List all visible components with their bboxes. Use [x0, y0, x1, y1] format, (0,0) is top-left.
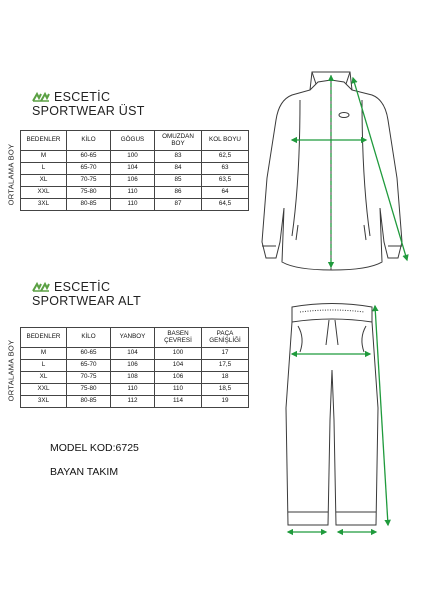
bottom-side-label: ORTALAMA BOY — [6, 339, 16, 402]
value-cell: 85 — [155, 175, 202, 187]
weight-cell: 65-70 — [67, 163, 111, 175]
column-header: KİLO — [67, 131, 111, 151]
size-cell: L — [21, 360, 67, 372]
value-cell: 104 — [155, 360, 202, 372]
size-cell: XXL — [21, 384, 67, 396]
value-cell: 114 — [155, 396, 202, 408]
value-cell: 18 — [202, 372, 249, 384]
top-side-label: ORTALAMA BOY — [6, 143, 16, 206]
column-header: OMUZDAN BOY — [155, 131, 202, 151]
column-header: YANBOY — [111, 328, 155, 348]
value-cell: 104 — [111, 348, 155, 360]
value-cell: 100 — [155, 348, 202, 360]
value-cell: 110 — [111, 199, 155, 211]
weight-cell: 75-80 — [67, 384, 111, 396]
value-cell: 18,5 — [202, 384, 249, 396]
weight-cell: 60-65 — [67, 348, 111, 360]
product-name: BAYAN TAKIM — [50, 466, 119, 478]
size-cell: M — [21, 151, 67, 163]
weight-cell: 70-75 — [67, 175, 111, 187]
value-cell: 64,5 — [202, 199, 249, 211]
value-cell: 106 — [111, 360, 155, 372]
column-header: KOL BOYU — [202, 131, 249, 151]
value-cell: 63 — [202, 163, 249, 175]
size-cell: L — [21, 163, 67, 175]
value-cell: 100 — [111, 151, 155, 163]
weight-cell: 60-65 — [67, 151, 111, 163]
value-cell: 110 — [155, 384, 202, 396]
column-header: PAÇA GENİŞLİĞİ — [202, 328, 249, 348]
value-cell: 108 — [111, 372, 155, 384]
value-cell: 110 — [111, 187, 155, 199]
model-code: MODEL KOD:6725 — [50, 442, 139, 454]
size-cell: 3XL — [21, 396, 67, 408]
column-header: BASEN ÇEVRESİ — [155, 328, 202, 348]
weight-cell: 65-70 — [67, 360, 111, 372]
value-cell: 86 — [155, 187, 202, 199]
pants-illustration — [286, 304, 378, 526]
weight-cell: 80-85 — [67, 396, 111, 408]
top-subtitle: SPORTWEAR ÜST — [32, 104, 145, 118]
value-cell: 83 — [155, 151, 202, 163]
weight-cell: 75-80 — [67, 187, 111, 199]
size-cell: XXL — [21, 187, 67, 199]
value-cell: 63,5 — [202, 175, 249, 187]
weight-cell: 80-85 — [67, 199, 111, 211]
size-cell: M — [21, 348, 67, 360]
top-brand-name: ESCETİC — [54, 90, 111, 104]
value-cell: 106 — [155, 372, 202, 384]
column-header: KİLO — [67, 328, 111, 348]
size-cell: XL — [21, 175, 67, 187]
column-header: GÖGUS — [111, 131, 155, 151]
bottom-subtitle: SPORTWEAR ALT — [32, 294, 142, 308]
value-cell: 62,5 — [202, 151, 249, 163]
value-cell: 19 — [202, 396, 249, 408]
value-cell: 106 — [111, 175, 155, 187]
value-cell: 112 — [111, 396, 155, 408]
column-header: BEDENLER — [21, 131, 67, 151]
value-cell: 64 — [202, 187, 249, 199]
value-cell: 104 — [111, 163, 155, 175]
value-cell: 87 — [155, 199, 202, 211]
column-header: BEDENLER — [21, 328, 67, 348]
measure-arrow-icon — [292, 76, 407, 267]
value-cell: 17 — [202, 348, 249, 360]
value-cell: 17,5 — [202, 360, 249, 372]
weight-cell: 70-75 — [67, 372, 111, 384]
value-cell: 110 — [111, 384, 155, 396]
value-cell: 84 — [155, 163, 202, 175]
size-cell: 3XL — [21, 199, 67, 211]
bottom-brand-name: ESCETİC — [54, 280, 111, 294]
size-cell: XL — [21, 372, 67, 384]
